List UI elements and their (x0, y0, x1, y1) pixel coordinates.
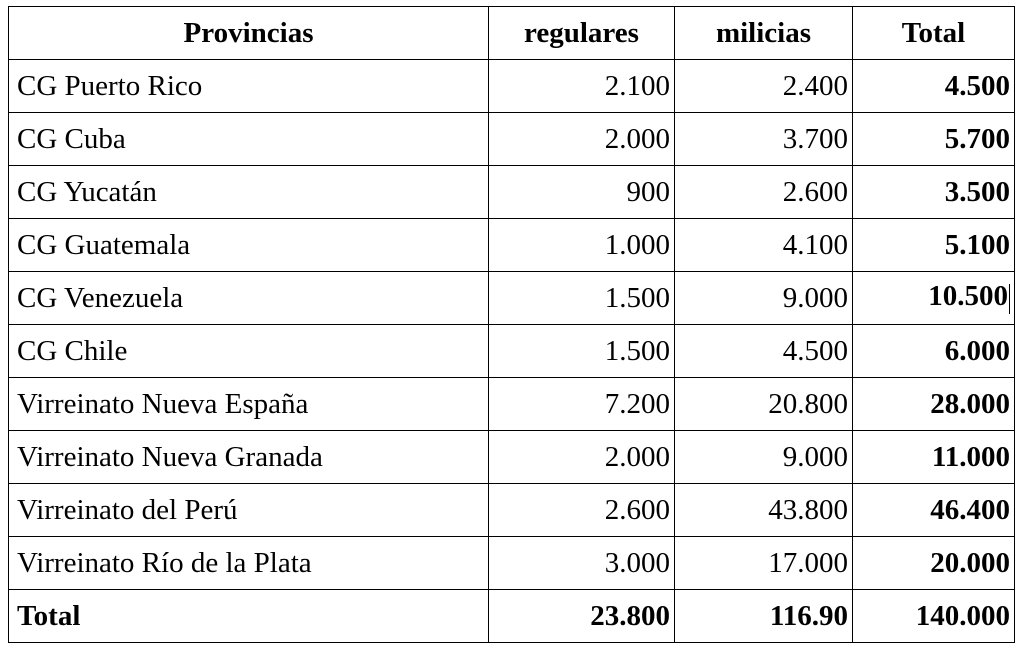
cell-province[interactable]: CG Puerto Rico (9, 60, 489, 113)
cell-total[interactable]: 46.400 (853, 484, 1015, 537)
cell-total-active[interactable] (853, 272, 1015, 325)
cell-total[interactable]: 20.000 (853, 537, 1015, 590)
cell-milicias[interactable]: 4.500 (675, 325, 853, 378)
cell-province[interactable]: CG Venezuela (9, 272, 489, 325)
header-provincias[interactable]: Provincias (9, 7, 489, 60)
cell-province[interactable]: CG Yucatán (9, 166, 489, 219)
cell-milicias[interactable]: 20.800 (675, 378, 853, 431)
cell-milicias[interactable]: 2.600 (675, 166, 853, 219)
cell-total-value: 10.500 (928, 280, 1008, 313)
cell-regulares[interactable]: 7.200 (489, 378, 675, 431)
table-header-row (9, 7, 1015, 60)
cell-province[interactable]: Virreinato Nueva España (9, 378, 489, 431)
cell-regulares[interactable]: 900 (489, 166, 675, 219)
cell-regulares[interactable]: 1.000 (489, 219, 675, 272)
total-row-regulares[interactable]: 23.800 (489, 590, 675, 643)
cell-milicias[interactable]: 9.000 (675, 272, 853, 325)
cell-milicias[interactable]: 43.800 (675, 484, 853, 537)
table-row (9, 219, 1015, 272)
cell-province[interactable]: CG Chile (9, 325, 489, 378)
table-total-row (9, 590, 1015, 643)
table-row (9, 60, 1015, 113)
cell-milicias[interactable]: 3.700 (675, 113, 853, 166)
cell-total[interactable]: 5.100 (853, 219, 1015, 272)
table-row (9, 113, 1015, 166)
cell-province[interactable]: CG Cuba (9, 113, 489, 166)
cell-province[interactable]: CG Guatemala (9, 219, 489, 272)
table-row (9, 537, 1015, 590)
header-total[interactable]: Total (853, 7, 1015, 60)
cell-milicias[interactable]: 2.400 (675, 60, 853, 113)
provinces-table (8, 6, 1015, 643)
cell-milicias[interactable]: 17.000 (675, 537, 853, 590)
cell-regulares[interactable]: 3.000 (489, 537, 675, 590)
cell-province[interactable]: Virreinato Nueva Granada (9, 431, 489, 484)
cell-regulares[interactable]: 1.500 (489, 272, 675, 325)
total-row-label[interactable]: Total (9, 590, 489, 643)
table-row (9, 325, 1015, 378)
table-row (9, 272, 1015, 325)
document-table-container (8, 6, 1015, 643)
cell-total[interactable]: 11.000 (853, 431, 1015, 484)
cell-regulares[interactable]: 2.000 (489, 113, 675, 166)
cell-total[interactable]: 3.500 (853, 166, 1015, 219)
cell-milicias[interactable]: 4.100 (675, 219, 853, 272)
cell-regulares[interactable]: 2.000 (489, 431, 675, 484)
cell-regulares[interactable]: 1.500 (489, 325, 675, 378)
cell-regulares[interactable]: 2.600 (489, 484, 675, 537)
cell-total[interactable]: 6.000 (853, 325, 1015, 378)
total-row-total[interactable]: 140.000 (853, 590, 1015, 643)
total-row-milicias[interactable]: 116.90 (675, 590, 853, 643)
cell-regulares[interactable]: 2.100 (489, 60, 675, 113)
header-milicias[interactable]: milicias (675, 7, 853, 60)
table-row (9, 166, 1015, 219)
text-cursor (1009, 284, 1010, 314)
table-row (9, 484, 1015, 537)
header-regulares[interactable]: regulares (489, 7, 675, 60)
cell-total[interactable]: 5.700 (853, 113, 1015, 166)
table-row (9, 431, 1015, 484)
table-row (9, 378, 1015, 431)
cell-total[interactable]: 28.000 (853, 378, 1015, 431)
cell-province[interactable]: Virreinato del Perú (9, 484, 489, 537)
cell-total[interactable]: 4.500 (853, 60, 1015, 113)
cell-province[interactable]: Virreinato Río de la Plata (9, 537, 489, 590)
cell-milicias[interactable]: 9.000 (675, 431, 853, 484)
